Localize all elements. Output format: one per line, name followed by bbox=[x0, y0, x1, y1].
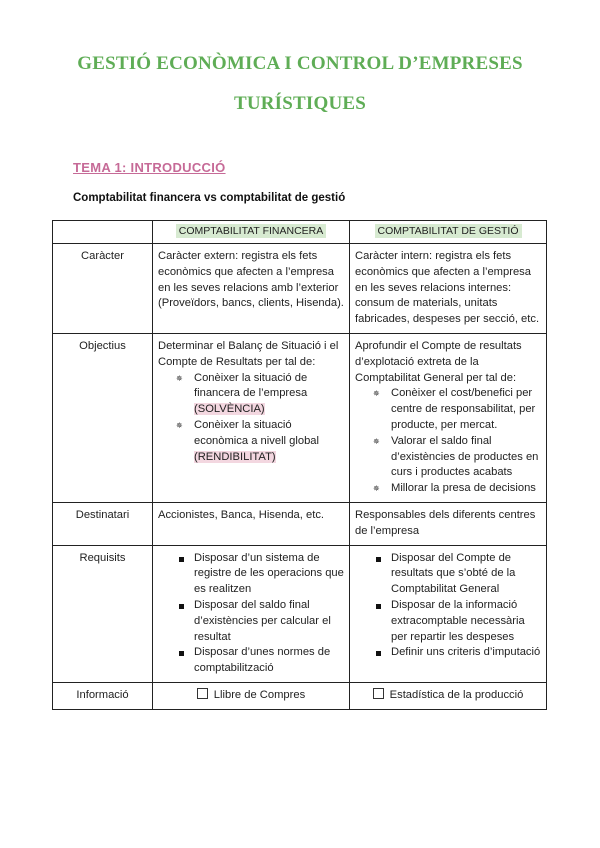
objectius-financera-list bbox=[158, 371, 344, 466]
subsection-heading: Comptabilitat financera vs comptabilitat de gestió bbox=[73, 192, 346, 204]
informacio-gestio-text: Estadística de la producció bbox=[389, 688, 524, 701]
objectius-gestio-intro: Aprofundir el Compte de resultats d’explotació extreta de la Comptabilitat General per tal de: bbox=[355, 339, 522, 384]
informacio-gestio bbox=[350, 682, 547, 709]
header-empty-cell bbox=[53, 221, 153, 244]
row-label-objectius: Objectius bbox=[53, 333, 153, 502]
list-item: Disposar de la informació extracomptable necessària per repartir les despeses bbox=[355, 598, 541, 645]
list-item: Disposar del Compte de resultats que s’obté de la Comptabilitat General bbox=[355, 551, 541, 598]
header-gestio-label: COMPTABILITAT DE GESTIÓ bbox=[375, 224, 522, 238]
list-item: Disposar d’unes normes de comptabilització bbox=[158, 645, 344, 677]
objectius-financera bbox=[153, 333, 350, 502]
header-financera-label: COMPTABILITAT FINANCERA bbox=[176, 224, 327, 238]
destinatari-gestio: Responsables dels diferents centres de l’empresa bbox=[350, 502, 547, 545]
list-item bbox=[158, 371, 344, 418]
row-label-requisits: Requisits bbox=[53, 545, 153, 682]
solvencia-tag: (SOLVÈNCIA) bbox=[194, 403, 265, 416]
list-item: ✵ Millorar la presa de decisions bbox=[355, 481, 541, 497]
comparison-table bbox=[52, 220, 547, 710]
list-item bbox=[158, 418, 344, 465]
objectius-financera-intro: Determinar el Balanç de Situació i el Compte de Resultats per tal de: bbox=[158, 339, 339, 368]
requisits-gestio-list bbox=[355, 551, 541, 662]
informacio-financera-text: Llibre de Compres bbox=[213, 688, 306, 701]
document-title-line2: TURÍSTIQUES bbox=[233, 93, 367, 114]
table-row-objectius bbox=[53, 333, 547, 502]
list-item: Disposar del saldo final d’existències per calcular el resultat bbox=[158, 598, 344, 645]
destinatari-financera: Accionistes, Banca, Hisenda, etc. bbox=[153, 502, 350, 545]
informacio-financera bbox=[153, 682, 350, 709]
checkbox-icon[interactable] bbox=[197, 688, 208, 699]
list-item: ✵ Valorar el saldo final d’existències de productes en curs i productes acabats bbox=[355, 434, 541, 481]
requisits-gestio bbox=[350, 545, 547, 682]
header-financera bbox=[153, 221, 350, 244]
list-item-text: Conèixer la situació de financera de l’empresa bbox=[194, 371, 308, 400]
caracter-gestio: Caràcter intern: registra els fets econòmics que afecten a l’empresa en les seves relacions internes: consum de materials, unitats fabricades, despeses per secció, etc. bbox=[350, 244, 547, 334]
table-row-informacio bbox=[53, 682, 547, 709]
checkbox-icon[interactable] bbox=[373, 688, 384, 699]
row-label-caracter: Caràcter bbox=[53, 244, 153, 334]
section-heading: TEMA 1: INTRODUCCIÓ bbox=[73, 160, 226, 175]
list-item-text: Conèixer la situació econòmica a nivell global bbox=[194, 418, 320, 447]
header-gestio bbox=[350, 221, 547, 244]
requisits-financera bbox=[153, 545, 350, 682]
objectius-gestio bbox=[350, 333, 547, 502]
table-row-caracter bbox=[53, 244, 547, 334]
document-title-line1: GESTIÓ ECONÒMICA I CONTROL D’EMPRESES bbox=[77, 53, 523, 74]
table-header-row bbox=[53, 221, 547, 244]
caracter-financera: Caràcter extern: registra els fets econòmics que afecten a l’empresa en les seves relacions amb l’exterior (Proveïdors, bancs, clients, Hisenda). bbox=[153, 244, 350, 334]
list-item: ✵ Conèixer el cost/benefici per centre de responsabilitat, per producte, per mercat. bbox=[355, 386, 541, 433]
row-label-informacio: Informació bbox=[53, 682, 153, 709]
requisits-financera-list bbox=[158, 551, 344, 677]
rendibilitat-tag: (RENDIBILITAT) bbox=[194, 450, 276, 463]
objectius-gestio-list bbox=[355, 386, 541, 497]
row-label-destinatari: Destinatari bbox=[53, 502, 153, 545]
list-item: Definir uns criteris d’imputació bbox=[355, 645, 541, 661]
table-row-destinatari bbox=[53, 502, 547, 545]
list-item: Disposar d’un sistema de registre de les operacions que es realitzen bbox=[158, 551, 344, 598]
table-row-requisits bbox=[53, 545, 547, 682]
